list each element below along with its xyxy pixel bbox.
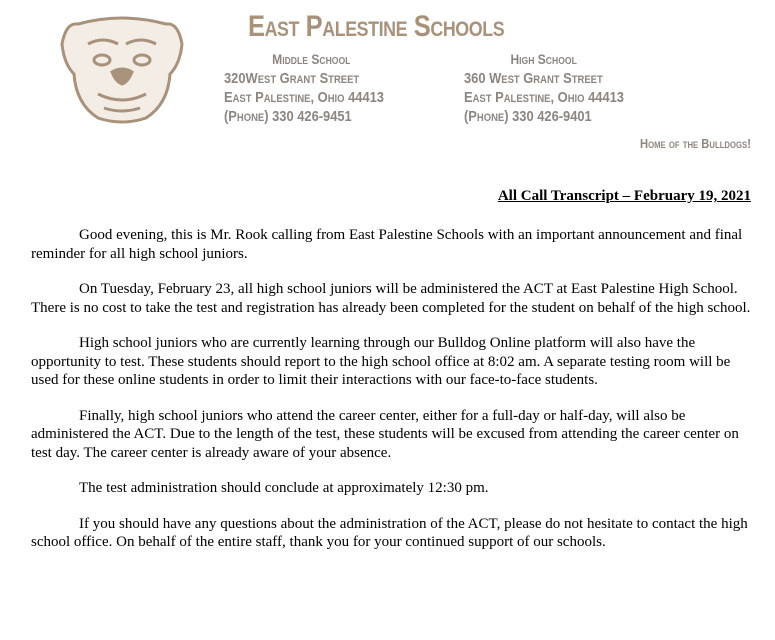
middle-school-street: 320West Grant Street (224, 70, 360, 87)
middle-school-heading: Middle School (272, 51, 351, 67)
high-school-phone: (Phone) 330 426-9401 (464, 108, 592, 125)
high-school-heading: High School (510, 51, 577, 67)
document-heading: All Call Transcript – February 19, 2021 (497, 188, 751, 204)
middle-school-phone: (Phone) 330 426-9451 (224, 108, 352, 125)
middle-school-city: East Palestine, Ohio 44413 (224, 89, 384, 106)
high-school-street: 360 West Grant Street (464, 70, 603, 87)
high-school-city: East Palestine, Ohio 44413 (464, 89, 624, 106)
paragraph: High school juniors who are currently learning through our Bulldog Online platform will also have the opportunity to test. These students should report to the high school office at 8:02 am. A separate testing room will be used for these online students in order to limit their interactions with our face-to-face students. (31, 335, 731, 388)
paragraph: Good evening, this is Mr. Rook calling from East Palestine Schools with an important announcement and final reminder for all high school juniors. (31, 227, 743, 262)
paragraph: If you should have any questions about the administration of the ACT, please do not hesitate to contact the high school office. On behalf of the entire staff, thank you for your continued support of our schools. (31, 515, 748, 550)
tagline: Home of the Bulldogs! (640, 136, 751, 151)
high-school-address (464, 50, 624, 126)
paragraph: The test administration should conclude at approximately 12:30 pm. (79, 480, 489, 496)
middle-school-address (224, 50, 384, 126)
paragraph: Finally, high school juniors who attend the career center, either for a full-day or half-day, will also be administered the ACT. Due to the length of the test, these students will be excused from attending the career center on test day. The career center is already aware of your absence. (31, 407, 739, 461)
bulldog-logo-icon (58, 14, 186, 126)
paragraph: On Tuesday, February 23, all high school juniors will be administered the ACT at East Palestine High School. There is no cost to take the test and registration has already been completed for the student on behalf of the high school. (31, 281, 751, 316)
school-title: East Palestine Schools (248, 10, 505, 43)
document-body (31, 226, 751, 569)
